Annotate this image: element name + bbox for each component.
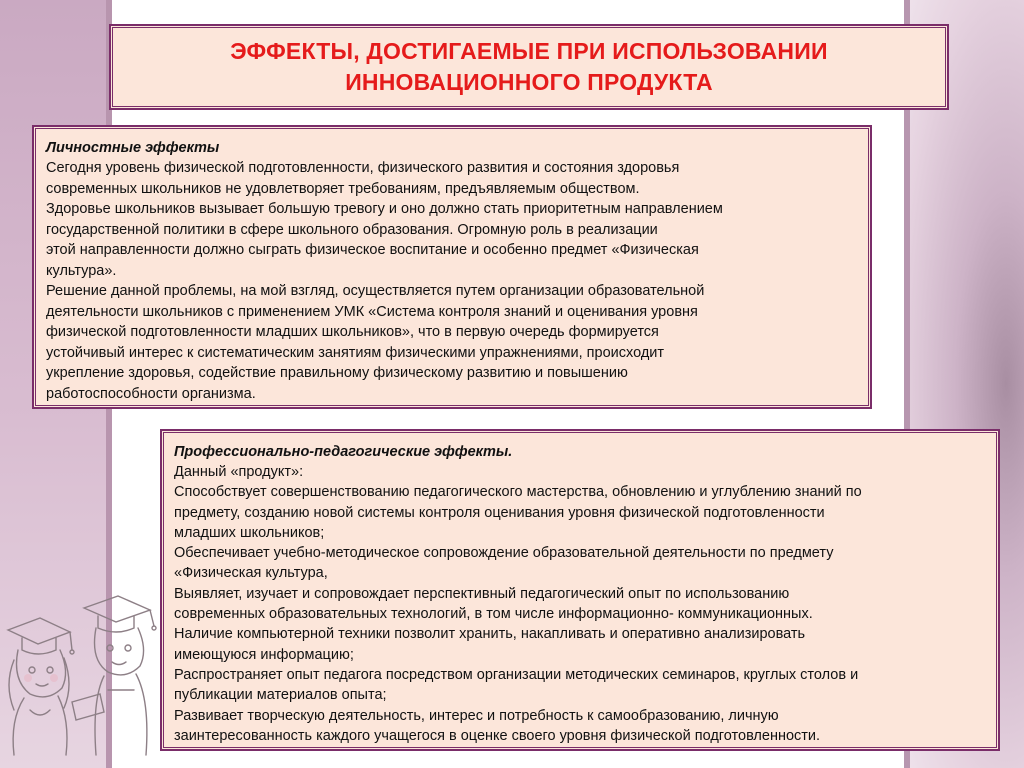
paragraph-line: Решение данной проблемы, на мой взгляд, осуществляется путем организации образовательной [46, 283, 705, 299]
paragraph-line: Сегодня уровень физической подготовленности, физического развития и состояния здоровья [46, 160, 680, 176]
paragraph-line: младших школьников; [174, 524, 325, 541]
title-line-2: ИННОВАЦИОННОГО ПРОДУКТА [345, 69, 713, 95]
paragraph-line: Выявляет, изучает и сопровождает перспективный педагогический опыт по использованию [174, 585, 790, 602]
paragraph-line: современных школьников не удовлетворяет требованиям, предъявляемым обществом. [46, 180, 640, 197]
paragraph-line: «Физическая культура, [174, 565, 328, 582]
paragraph-line: этой направленности должно сыграть физическое воспитание и особенно предмет «Физическая [46, 242, 699, 258]
paragraph-line: государственной политики в сфере школьного образования. Огромную роль в реализации [46, 221, 658, 238]
paragraph-line: деятельности школьников с применением УМК «Система контроля знаний и оценивания уровня [46, 303, 698, 320]
paragraph-line: Здоровье школьников вызывает большую тревогу и оно должно стать приоритетным направлением [46, 201, 723, 217]
title-line-1: ЭФФЕКТЫ, ДОСТИГАЕМЫЕ ПРИ ИСПОЛЬЗОВАНИИ [230, 38, 828, 64]
personal-effects-heading: Личностные эффекты [46, 140, 220, 156]
paragraph-line: Распространяет опыт педагога посредством организации методических семинаров, круглых столов и [174, 666, 859, 683]
paragraph-line: устойчивый интерес к систематическим занятиям физическими упражнениями, происходит [46, 344, 665, 361]
paragraph-line: работоспособности организма. [46, 385, 256, 402]
paragraph-line: Обеспечивает учебно-методическое сопровождение образовательной деятельности по предмету [174, 545, 834, 562]
paragraph-line: публикации материалов опыта; [174, 687, 387, 704]
paragraph-line: Данный «продукт»: [174, 464, 304, 480]
paragraph-line: физической подготовленности младших школьников», что в первую очередь формируется [46, 324, 659, 340]
paragraph-line: Развивает творческую деятельность, интерес и потребность к самообразованию, личную [174, 707, 779, 724]
paragraph-line: Способствует совершенствованию педагогического мастерства, обновлению и углублению знаний по [174, 484, 862, 501]
paragraph-line: укрепление здоровья, содействие правильному физическому развитию и повышению [46, 365, 628, 381]
professional-effects-box [161, 430, 999, 750]
paragraph-line: Наличие компьютерной техники позволит хранить, накапливать и оперативно анализировать [174, 626, 806, 643]
graduates-cartoon-icon [0, 590, 170, 760]
paragraph-line: заинтересованность каждого учащегося в оценке своего уровня физической подготовленности. [174, 727, 821, 744]
paragraph-line: культура». [46, 262, 117, 279]
paragraph-line: современных образовательных технологий, в том числе информационно- коммуникационных. [174, 606, 813, 623]
paragraph-line: предмету, созданию новой системы контроля оценивания уровня физической подготовленности [174, 504, 825, 521]
paragraph-line: имеющуюся информацию; [174, 646, 354, 663]
professional-effects-heading: Профессионально-педагогические эффекты. [174, 444, 513, 460]
personal-effects-box [33, 126, 871, 408]
title-box [110, 25, 948, 109]
